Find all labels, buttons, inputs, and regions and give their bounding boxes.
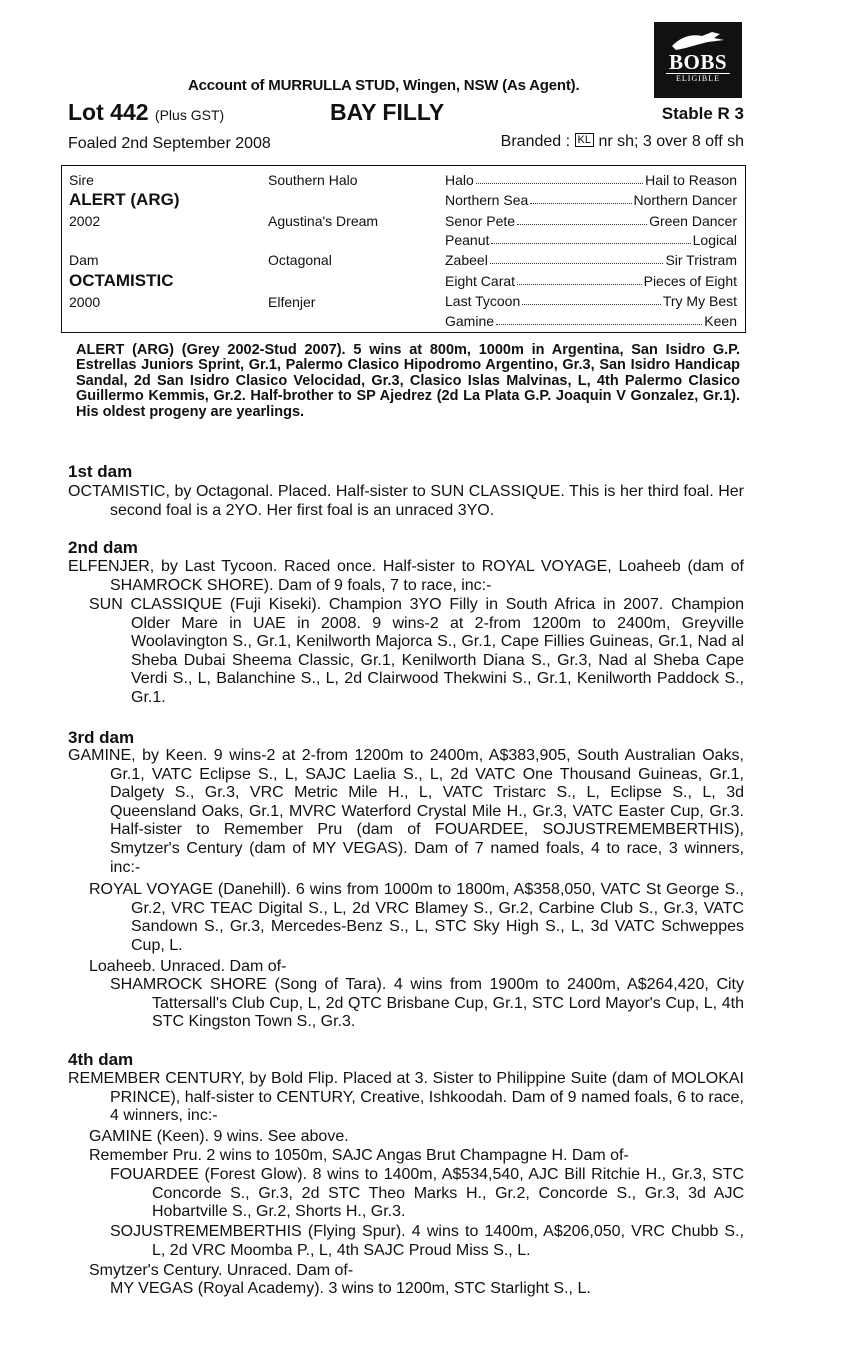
pedigree-table: [61, 165, 746, 333]
pedigree-ancestor-row: [445, 172, 737, 188]
first-dam-heading: 1st dam: [68, 462, 133, 481]
pedigree-ancestor-row: [445, 213, 737, 229]
foaled-date: Foaled 2nd September 2008: [68, 135, 271, 152]
lot-number: [68, 99, 224, 126]
pedigree-ancestor-row: [445, 232, 737, 248]
horse-icon: [668, 28, 728, 52]
sire-sire: Southern Halo: [268, 172, 358, 188]
fourth-dam-granddaughter: FOUARDEE (Forest Glow). 8 wins to 1400m, A$534,540, AJC Bill Ritchie H., Gr.3, STC Concorde S., Gr.3, 2d STC Theo Marks H., Gr.2, Concorde S., Gr.3, 3d AJC Hobartville S., Gr.2, Shorts H., Gr.3.: [110, 1166, 744, 1221]
dam-year: 2000: [69, 294, 101, 310]
lot-label: Lot 442: [68, 99, 149, 125]
ancestor-sire: Zabeel: [445, 252, 488, 268]
ancestor-damsire: Green Dancer: [649, 213, 737, 229]
third-dam-text: GAMINE, by Keen. 9 wins-2 at 2-from 1200m to 2400m, A$383,905, South Australian Oaks, Gr.1, VATC Eclipse S., L, SAJC Laelia S., L, 2d VATC One Thousand Guineas, Gr.1, Dalgety S., Gr.3, VRC Metric Mile H., L, VATC Tristarc S., L, Eclipse S., L, 3d Queensland Oaks, Gr.1, MVRC Waterford Crystal Mile H., Gr.3, VATC Easter Cup, Gr.3. Half-sister to Remember Pru (dam of FOUARDEE, SOJUSTREMEMBERTHIS), Smytzer's Century (dam of MY VEGAS). Dam of 7 named foals, 4 to race, 3 winners, inc:-: [68, 747, 744, 876]
logo-subtext: ELIGIBLE: [666, 73, 730, 83]
second-dam-heading: 2nd dam: [68, 538, 138, 557]
second-dam-progeny: SUN CLASSIQUE (Fuji Kiseki). Champion 3YO Filly in South Africa in 2007. Champion Older Mare in UAE in 2008. 9 wins-2 at 2-from 1200m to 2400m, Greyville Woolavington S., Gr.1, Kenilworth Majorca S., Gr.1, Cape Fillies Guineas, Gr.1, Nad al Sheba Dubai Sheema Classic, Gr.1, Kenilworth Diana S., Gr.3, Nad al Sheba Cape Verdi S., L, Balanchine S., L, 2d Clairwood Thekwini S., Gr.1, Kenilworth Paddock S., Gr.1.: [89, 596, 744, 706]
third-dam-heading: 3rd dam: [68, 728, 135, 747]
bobs-eligible-logo: [654, 22, 742, 98]
pedigree-ancestor-row: [445, 192, 737, 208]
fourth-dam-unraced: Smytzer's Century. Unraced. Dam of-: [89, 1262, 354, 1279]
stable-location: Stable R 3: [661, 104, 744, 123]
dam-sire: Octagonal: [268, 252, 332, 268]
fourth-dam-heading: 4th dam: [68, 1050, 134, 1069]
second-dam-text: ELFENJER, by Last Tycoon. Raced once. Half-sister to ROYAL VOYAGE, Loaheeb (dam of SHAMROCK SHORE). Dam of 9 foals, 7 to race, inc:-: [68, 558, 744, 594]
branded-text: nr sh; 3 over 8 off sh: [598, 133, 744, 150]
logo-text: BOBS: [668, 50, 728, 74]
brand-mark: KL: [575, 133, 594, 147]
third-dam-granddaughter: SHAMROCK SHORE (Song of Tara). 4 wins from 1900m to 2400m, A$264,420, City Tattersall's Club Cup, L, 2d QTC Brisbane Cup, Gr.1, STC Lord Mayor's Cup, L, 4th STC Kingston Town S., Gr.3.: [110, 976, 744, 1031]
ancestor-sire: Eight Carat: [445, 273, 516, 289]
horse-description: BAY FILLY: [330, 99, 445, 125]
third-dam-progeny: ROYAL VOYAGE (Danehill). 6 wins from 1000m to 1800m, A$358,050, VATC St George S., Gr.2, VRC TEAC Digital S., L, 2d VRC Blamey S., Gr.2, Carbine Club S., Gr.3, VATC Sandown S., Gr.3, Mercedes-Benz S., L, STC Sky High S., L, 3d VATC Schweppes Cup, L.: [89, 881, 744, 954]
ancestor-damsire: Hail to Reason: [645, 172, 737, 188]
vendor-account: Account of MURRULLA STUD, Wingen, NSW (As Agent).: [188, 77, 580, 94]
ancestor-damsire: Logical: [692, 232, 737, 248]
pedigree-ancestor-row: [445, 293, 737, 309]
dot-leader: [491, 232, 690, 244]
dot-leader: [522, 293, 661, 305]
ancestor-damsire: Try My Best: [662, 293, 737, 309]
dot-leader: [517, 213, 647, 225]
pedigree-ancestor-row: [445, 273, 737, 289]
dot-leader: [496, 313, 702, 325]
dam-dam: Elfenjer: [268, 294, 316, 310]
ancestor-sire: Northern Sea: [445, 192, 529, 208]
dot-leader: [517, 273, 642, 285]
sire-year: 2002: [69, 213, 101, 229]
sire-name: ALERT (ARG): [69, 190, 180, 209]
first-dam-text: OCTAMISTIC, by Octagonal. Placed. Half-sister to SUN CLASSIQUE. This is her third foal. Her second foal is a 2YO. Her first foal is an unraced 3YO.: [68, 483, 744, 519]
brand-info: [501, 133, 744, 151]
fourth-dam-text: REMEMBER CENTURY, by Bold Flip. Placed at 3. Sister to Philippine Suite (dam of MOLOKAI PRINCE), half-sister to CENTURY, Creative, Ishkoodah. Dam of 9 named foals, 6 to race, 4 winners, inc:-: [68, 1070, 744, 1125]
dot-leader: [490, 252, 664, 264]
ancestor-sire: Gamine: [445, 313, 495, 329]
ancestor-damsire: Sir Tristram: [665, 252, 737, 268]
fourth-dam-progeny: GAMINE (Keen). 9 wins. See above.: [89, 1128, 349, 1145]
ancestor-sire: Senor Pete: [445, 213, 516, 229]
sire-label: Sire: [69, 172, 94, 188]
sire-dam: Agustina's Dream: [268, 213, 379, 229]
ancestor-damsire: Keen: [704, 313, 737, 329]
ancestor-damsire: Northern Dancer: [633, 192, 737, 208]
dot-leader: [530, 192, 631, 204]
fourth-dam-progeny: Remember Pru. 2 wins to 1050m, SAJC Angas Brut Champagne H. Dam of-: [89, 1147, 629, 1164]
dot-leader: [476, 172, 643, 184]
sire-summary: ALERT (ARG) (Grey 2002-Stud 2007). 5 wins at 800m, 1000m in Argentina, San Isidro G.P. Estrellas Juniors Sprint, Gr.1, Palermo Clasico Hipodromo Argentino, Gr.3, San Isidro Handicap Sandal, 2d San Isidro Clasico Velocidad, Gr.3, Clasico Islas Malvinas, L, 4th Palermo Clasico Guillermo Kemmis, Gr.2. Half-brother to SP Ajedrez (2d La Plata G.P. Joaquin V Gonzalez, Gr.1). His oldest progeny are yearlings.: [76, 342, 740, 420]
ancestor-sire: Last Tycoon: [445, 293, 521, 309]
ancestor-sire: Halo: [445, 172, 474, 188]
fourth-dam-granddaughter: MY VEGAS (Royal Academy). 3 wins to 1200m, STC Starlight S., L.: [110, 1280, 591, 1297]
ancestor-sire: Peanut: [445, 232, 490, 248]
fourth-dam-granddaughter: SOJUSTREMEMBERTHIS (Flying Spur). 4 wins to 1400m, A$206,050, VRC Chubb S., L, 2d VRC Moomba P., L, 4th SAJC Proud Miss S., L.: [110, 1223, 744, 1259]
dam-label: Dam: [69, 252, 99, 268]
pedigree-ancestor-row: [445, 252, 737, 268]
pedigree-ancestor-row: [445, 313, 737, 329]
ancestor-damsire: Pieces of Eight: [643, 273, 737, 289]
gst-note: (Plus GST): [154, 107, 225, 123]
third-dam-unraced: Loaheeb. Unraced. Dam of-: [89, 958, 287, 975]
dam-name: OCTAMISTIC: [69, 271, 174, 290]
branded-label: Branded :: [500, 133, 571, 150]
